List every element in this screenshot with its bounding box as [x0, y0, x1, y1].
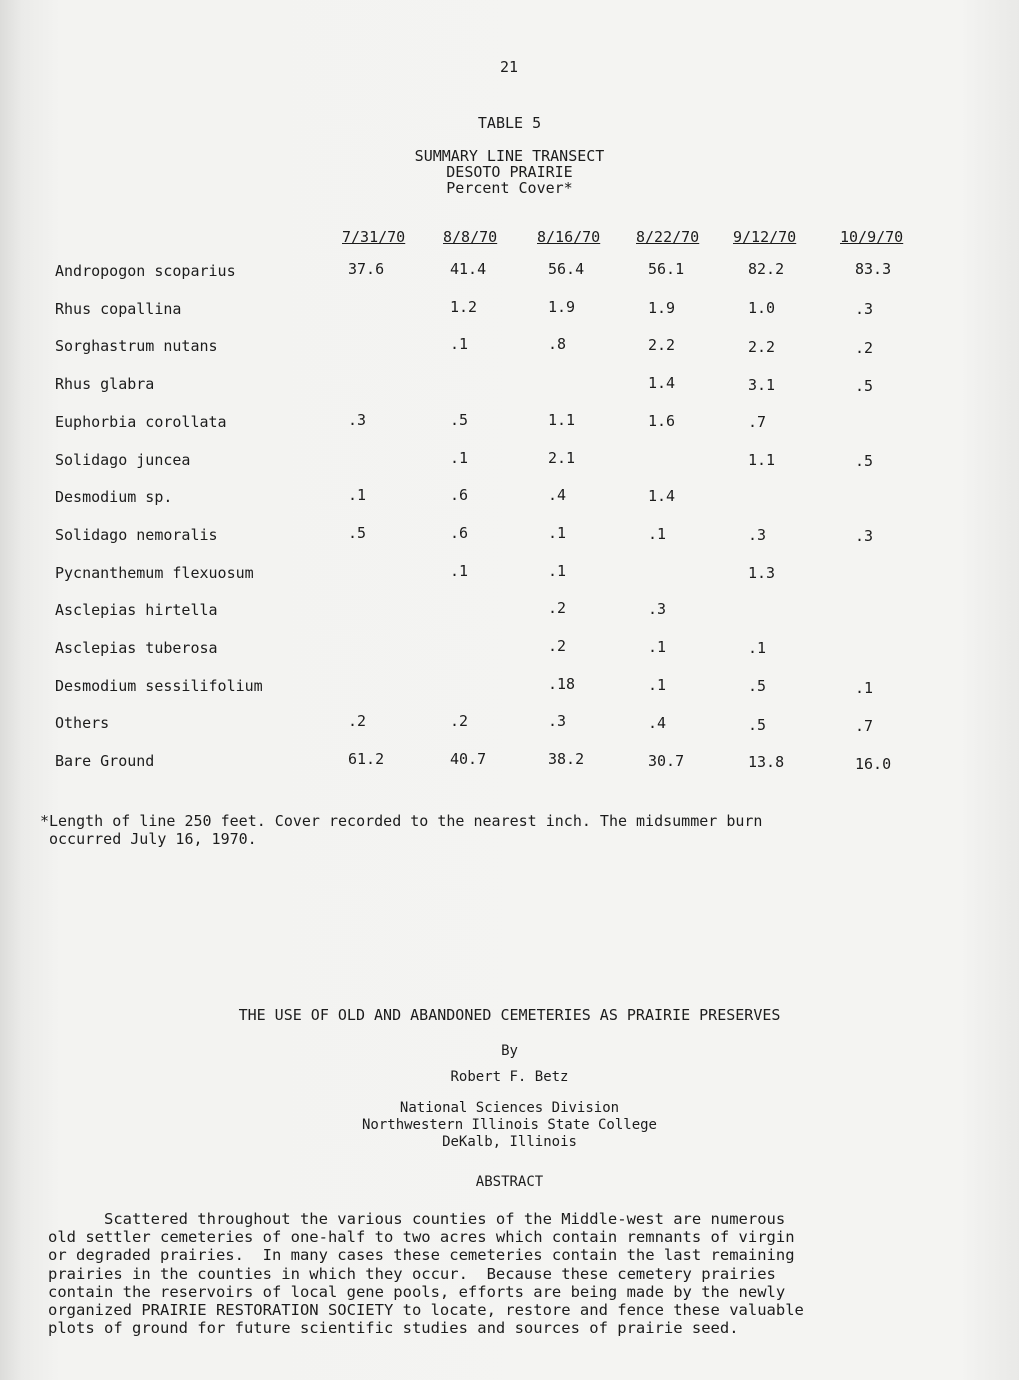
species-name: Others — [55, 714, 110, 733]
cover-value-cell: .7 — [748, 413, 767, 432]
cover-value-cell: .5 — [748, 677, 767, 696]
species-name: Desmodium sp. — [55, 488, 173, 507]
cover-value-cell: .6 — [450, 523, 469, 542]
cover-value-cell: 56.1 — [648, 260, 685, 278]
cover-value-cell: 30.7 — [648, 751, 685, 770]
cover-value-cell: .3 — [548, 712, 567, 731]
cover-value-cell: 41.4 — [450, 260, 487, 278]
species-name: Solidago nemoralis — [55, 525, 218, 544]
cover-value-cell: 1.0 — [748, 299, 776, 318]
byline: By — [501, 1043, 518, 1059]
cover-value-cell: .3 — [348, 410, 367, 429]
species-name: Rhus copallina — [55, 299, 182, 318]
cover-value-cell: .4 — [648, 714, 667, 732]
cover-value-cell: .2 — [548, 637, 567, 655]
cover-value-cell: .7 — [855, 717, 874, 736]
cover-value-cell: 1.9 — [648, 298, 676, 317]
cover-value-cell: .6 — [450, 486, 469, 505]
column-header-date: 7/31/70 — [342, 228, 406, 246]
column-header-date: 8/22/70 — [636, 228, 700, 246]
cover-value-cell: .1 — [450, 335, 469, 354]
cover-value-cell: .1 — [855, 678, 874, 697]
cover-value-cell: 1.3 — [748, 563, 776, 582]
cover-value-cell: 2.2 — [648, 336, 676, 355]
cover-value-cell: .4 — [548, 486, 567, 505]
cover-value-cell: .5 — [855, 451, 874, 470]
cover-value-cell: .5 — [348, 523, 367, 542]
cover-value-cell: 38.2 — [548, 750, 585, 769]
cover-value-cell: .5 — [855, 377, 874, 396]
cover-value-cell: .1 — [648, 524, 667, 543]
cover-value-cell: 82.2 — [748, 260, 785, 278]
cover-value-cell: .1 — [648, 638, 667, 657]
cover-value-cell: 37.6 — [348, 260, 385, 278]
cover-value-cell: .3 — [648, 600, 667, 619]
author-name: Robert F. Betz — [450, 1069, 569, 1085]
cover-value-cell: .3 — [748, 526, 767, 545]
cover-value-cell: 2.2 — [748, 337, 776, 356]
footnote-line: occurred July 16, 1970. — [49, 830, 257, 848]
species-name: Rhus glabra — [55, 375, 155, 394]
cover-value-cell: .1 — [450, 448, 469, 467]
species-name: Solidago juncea — [55, 450, 191, 469]
column-header-date: 9/12/70 — [733, 228, 797, 246]
species-name: Andropogon scoparius — [55, 262, 236, 280]
abstract-text: Scattered throughout the various counties of the Middle-west are numerous old settler cemeteries of one-half to two acres which contain remnants of virgin or degraded prairies. In many cases these cemeteries contain the last remaining prairies in the counties in which they occur. Because these cemetery prairies contain the reservoirs of local gene pools, efforts are being made by the newly organized PRAIRIE RESTORATION SOCIETY to locate, restore and fence these valuable plots of ground for future scientific studies and sources of prairie seed. — [48, 1210, 804, 1338]
column-header-date: 10/9/70 — [840, 228, 904, 246]
cover-value-cell: .1 — [548, 561, 567, 580]
species-name: Sorghastrum nutans — [55, 337, 218, 356]
cover-value-cell: 1.1 — [548, 410, 576, 429]
species-name: Desmodium sessilifolium — [55, 676, 263, 695]
affiliation-line: National Sciences Division — [399, 1100, 620, 1116]
cover-value-cell: 2.1 — [548, 448, 576, 467]
species-name: Asclepias tuberosa — [55, 639, 218, 657]
cover-value-cell: 16.0 — [855, 754, 892, 773]
column-header-date: 8/8/70 — [443, 228, 498, 246]
cover-value-cell: .2 — [450, 712, 469, 731]
species-name: Pycnanthemum flexuosum — [55, 563, 254, 582]
page-number: 21 — [500, 58, 519, 76]
cover-value-cell: 1.1 — [748, 450, 776, 469]
cover-value-cell: 56.4 — [548, 260, 585, 278]
cover-value-cell: .3 — [855, 527, 874, 546]
affiliation-line: DeKalb, Illinois — [442, 1134, 577, 1150]
cover-value-cell: 61.2 — [348, 750, 385, 769]
cover-value-cell: .5 — [748, 715, 767, 734]
cover-value-cell: .18 — [548, 674, 576, 693]
cover-value-cell: 1.9 — [548, 297, 576, 316]
cover-value-cell: 1.6 — [648, 412, 676, 431]
species-name: Euphorbia corollata — [55, 412, 227, 431]
cover-value-cell: 3.1 — [748, 375, 776, 394]
species-name: Asclepias hirtella — [55, 601, 218, 620]
cover-value-cell: .1 — [450, 561, 469, 580]
cover-value-cell: 1.2 — [450, 297, 478, 316]
species-name: Bare Ground — [55, 752, 155, 771]
column-header-date: 8/16/70 — [537, 228, 601, 246]
cover-value-cell: 83.3 — [855, 260, 892, 278]
cover-value-cell: .8 — [548, 335, 567, 354]
cover-value-cell: 13.8 — [748, 753, 785, 772]
table-footnote — [40, 812, 970, 848]
cover-value-cell: .2 — [548, 599, 567, 618]
table-subtitle-site: DESOTO PRAIRIE — [446, 163, 573, 181]
footnote-line: *Length of line 250 feet. Cover recorded to the nearest inch. The midsummer burn — [40, 812, 763, 830]
cover-value-cell: .1 — [548, 523, 567, 542]
cover-value-cell: .5 — [450, 410, 469, 429]
table-caption: TABLE 5 — [477, 114, 542, 132]
cover-value-cell: .2 — [855, 338, 874, 357]
article-title: THE USE OF OLD AND ABANDONED CEMETERIES AS PRAIRIE PRESERVES — [238, 1006, 781, 1024]
cover-value-cell: 40.7 — [450, 750, 487, 769]
cover-value-cell: 1.4 — [648, 487, 676, 506]
cover-value-cell: .3 — [855, 300, 874, 319]
cover-value-cell: .1 — [748, 639, 767, 658]
table-subtitle-measure: Percent Cover* — [446, 179, 573, 197]
cover-value-cell: .2 — [348, 712, 367, 731]
cover-value-cell: .1 — [348, 486, 367, 505]
cover-value-cell: 1.4 — [648, 374, 676, 393]
abstract-heading: ABSTRACT — [475, 1174, 544, 1190]
cover-value-cell: .1 — [648, 676, 667, 695]
table-title: SUMMARY LINE TRANSECT — [414, 147, 605, 165]
affiliation-line: Northwestern Illinois State College — [361, 1117, 657, 1133]
